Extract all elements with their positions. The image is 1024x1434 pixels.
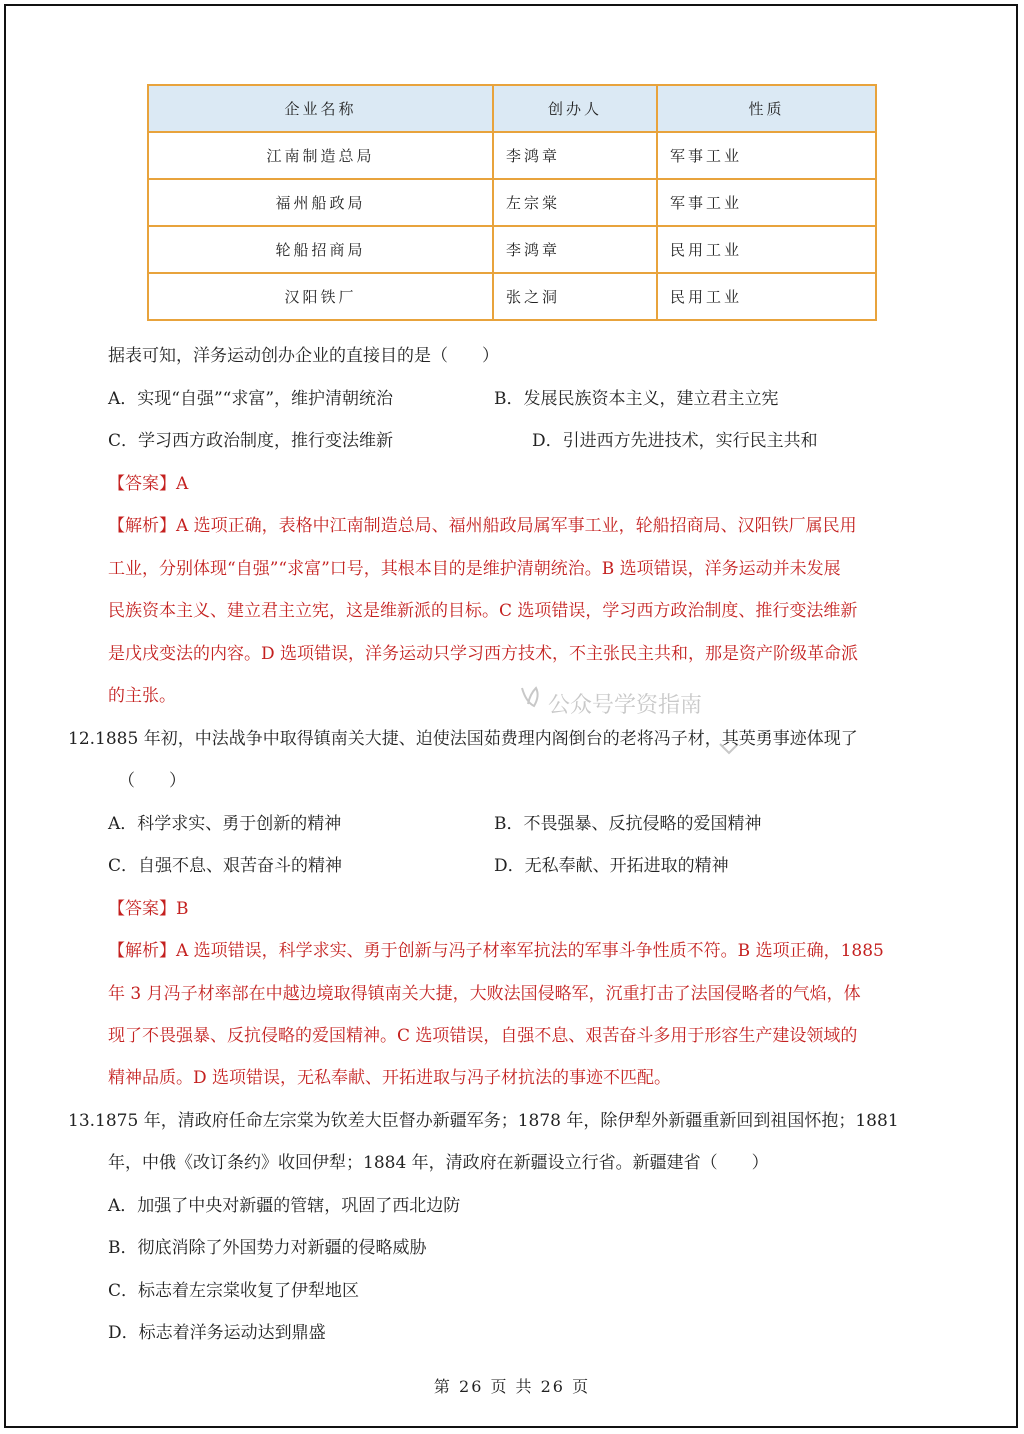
q11-stem: 据表可知，洋务运动创办企业的直接目的是（ ） <box>108 346 499 366</box>
table-cell: 军事工业 <box>657 179 876 226</box>
header-cell: 创办人 <box>493 85 657 132</box>
table-row <box>148 132 876 179</box>
enterprise-table <box>147 84 877 321</box>
header-cell: 企业名称 <box>148 85 493 132</box>
q11-option-d: D．引进西方先进技术，实行民主共和 <box>532 431 818 451</box>
q13-stem: 年，中俄《改订条约》收回伊犁；1884 年，清政府在新疆设立行省。新疆建省（ ） <box>108 1153 769 1173</box>
q12-option-b: B．不畏强暴、反抗侵略的爱国精神 <box>494 814 762 834</box>
q12-analysis-line: 【解析】A 选项错误，科学求实、勇于创新与冯子材率军抗法的军事斗争性质不符。B 选项正确，1885 <box>108 941 884 961</box>
q11-analysis-line: 的主张。 <box>108 686 176 706</box>
q12-answer: 【答案】B <box>108 899 189 919</box>
table-cell: 民用工业 <box>657 273 876 320</box>
q12-option-d: D．无私奉献、开拓进取的精神 <box>494 856 729 876</box>
q12-option-a: A．科学求实、勇于创新的精神 <box>108 814 342 834</box>
table-row <box>148 273 876 320</box>
q12-analysis-line: 年 3 月冯子材率部在中越边境取得镇南关大捷，大败法国侵略军，沉重打击了法国侵略者的气焰，体 <box>108 984 861 1004</box>
table-cell: 民用工业 <box>657 226 876 273</box>
table-cell: 汉阳铁厂 <box>148 273 493 320</box>
table-cell: 李鸿章 <box>493 132 657 179</box>
q12-analysis-line: 现了不畏强暴、反抗侵略的爱国精神。C 选项错误，自强不息、艰苦奋斗多用于形容生产建设领域的 <box>108 1026 858 1046</box>
table-cell: 轮船招商局 <box>148 226 493 273</box>
watermark-leaf-icon <box>518 684 544 710</box>
header-cell: 性质 <box>657 85 876 132</box>
table-cell: 军事工业 <box>657 132 876 179</box>
page-footer: 第 26 页 共 26 页 <box>433 1377 591 1396</box>
q12-stem: 12.1885 年初，中法战争中取得镇南关大捷、迫使法国茹费理内阁倒台的老将冯子材，其英勇事迹体现了 <box>68 729 858 749</box>
table-cell: 张之洞 <box>493 273 657 320</box>
q11-option-c: C．学习西方政治制度，推行变法维新 <box>108 431 394 451</box>
q13-option-d: D．标志着洋务运动达到鼎盛 <box>108 1323 326 1343</box>
q11-analysis-line: 是戊戌变法的内容。D 选项错误，洋务运动只学习西方技术，不主张民主共和，那是资产阶级革命派 <box>108 644 859 664</box>
q13-stem: 13.1875 年，清政府任命左宗棠为钦差大臣督办新疆军务；1878 年，除伊犁外新疆重新回到祖国怀抱；1881 <box>68 1111 899 1131</box>
table-cell: 李鸿章 <box>493 226 657 273</box>
q11-option-b: B．发展民族资本主义，建立君主立宪 <box>494 389 779 409</box>
q11-analysis-line: 工业，分别体现“自强”“求富”口号，其根本目的是维护清朝统治。B 选项错误，洋务运动并未发展 <box>108 559 841 579</box>
table-row <box>148 226 876 273</box>
q11-analysis-line: 【解析】A 选项正确，表格中江南制造总局、福州船政局属军事工业，轮船招商局、汉阳铁厂属民用 <box>108 516 857 536</box>
table-cell: 江南制造总局 <box>148 132 493 179</box>
q12-analysis-line: 精神品质。D 选项错误，无私奉献、开拓进取与冯子材抗法的事迹不匹配。 <box>108 1068 672 1088</box>
table-cell: 福州船政局 <box>148 179 493 226</box>
q13-option-b: B．彻底消除了外国势力对新疆的侵略威胁 <box>108 1238 427 1258</box>
table-header-row <box>148 85 876 132</box>
table-row <box>148 179 876 226</box>
q12-stem-paren: （ ） <box>118 771 186 791</box>
table-cell: 左宗棠 <box>493 179 657 226</box>
watermark-text: 公众号学资指南 <box>548 693 703 718</box>
q13-option-a: A．加强了中央对新疆的管辖，巩固了西北边防 <box>108 1196 461 1216</box>
q11-option-a: A．实现“自强”“求富”，维护清朝统治 <box>108 389 394 409</box>
q11-analysis-line: 民族资本主义、建立君主立宪，这是维新派的目标。C 选项错误，学习西方政治制度、推行变法维新 <box>108 601 858 621</box>
q11-answer: 【答案】A <box>108 474 189 494</box>
q12-option-c: C．自强不息、艰苦奋斗的精神 <box>108 856 343 876</box>
q13-option-c: C．标志着左宗棠收复了伊犁地区 <box>108 1281 360 1301</box>
